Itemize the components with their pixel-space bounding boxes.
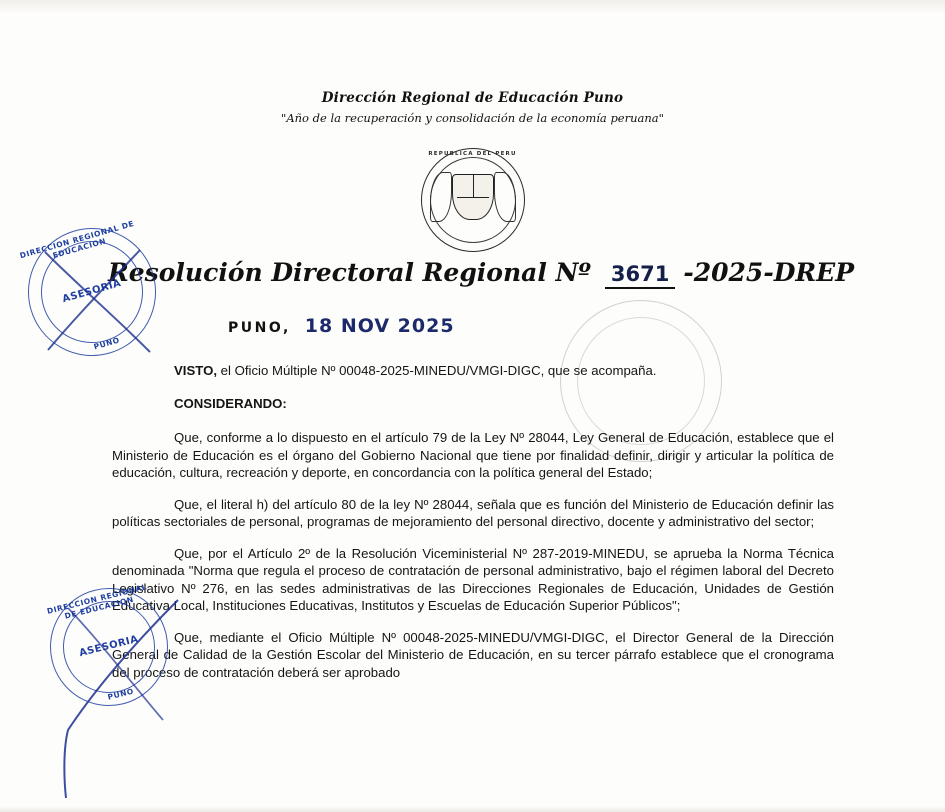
peru-coat-of-arms-icon [421,148,525,252]
seal-arc-bottom-text: PUNO [106,686,135,702]
body-paragraph: Que, mediante el Oficio Múltiple Nº 00048-2025-MINEDU/VMGI-DIGC, el Director General de la Dirección General de Calidad de la Gestión Escolar del Ministerio de Educación, en su tercer párrafo establece que el cronograma del proceso de contratación deberá ser aprobado [112,629,834,680]
paper-bottom-edge [0,806,945,812]
visto-paragraph [112,362,834,380]
coat-shield [452,174,494,220]
body-paragraph: Que, por el Artículo 2º de la Resolución Viceministerial Nº 287-2019-MINEDU, se aprueba la Norma Técnica denominada "Norma que regula el proceso de contratación de personal administrativo, bajo el régimen laboral del Decreto Legislativo Nº 276, en las sedes administrativas de las Direcciones Regionales de Educación, Unidades de Gestión Educativa Local, Instituciones Educativas, Institutos y Escuelas de Educación Superior Públicos"; [112,545,834,613]
date-stamp: 18 NOV 2025 [304,315,455,337]
resolution-title-line [108,258,898,289]
seal-core-text: ASESORIA [61,277,123,306]
seal-dre-puno-asesoria [13,213,171,371]
resolution-number: 3671 [605,264,675,289]
considerando-heading: CONSIDERANDO: [174,395,287,411]
visto-text: el Oficio Múltiple Nº 00048-2025-MINEDU/VMGI-DIGC, que se acompaña. [217,363,657,378]
year-motto: "Año de la recuperación y consolidación de la economía peruana" [281,111,664,125]
paper-top-edge [0,0,945,14]
coat-arc-top-text: REPUBLICA DEL PERU [428,151,517,157]
place-label: PUNO, [228,320,291,336]
place-date-line [228,315,455,337]
seal-inner-ring [29,229,155,355]
body-paragraph: Que, conforme a lo dispuesto en el artículo 79 de la Ley Nº 28044, Ley General de Educación, establece que el Ministerio de Educación es el órgano del Gobierno Nacional que tiene por finalidad definir, dirigir y articular la política de educación, cultura, recreación y deporte, en concordancia con la política general del Estado; [112,430,834,480]
body-paragraph: Que, el literal h) del artículo 80 de la ley Nº 28044, señala que es función del Ministerio de Educación definir las políticas sectoriales de personal, programas de mejoramiento del personal directivo, docente y administrativo del sector; [112,496,834,529]
seal-arc-bottom-text: PUNO [92,335,121,352]
document-header [0,90,945,125]
seal-arc-top-text: DIRECCION REGIONAL DE EDUCACION [46,582,149,621]
seal-arc-top-text: DIRECCION REGIONAL DE EDUCACION [18,218,136,261]
resolution-suffix: -2025-DREP [683,258,855,287]
seal-outer-ring [13,213,171,371]
visto-label: VISTO, [174,363,217,378]
resolution-title: Resolución Directoral Regional Nº [108,258,591,287]
institution-name: Dirección Regional de Educación Puno [321,90,624,106]
seal-core-text: ASESORIA [78,633,140,660]
signature-stroke [40,232,170,362]
document-body [112,362,834,695]
